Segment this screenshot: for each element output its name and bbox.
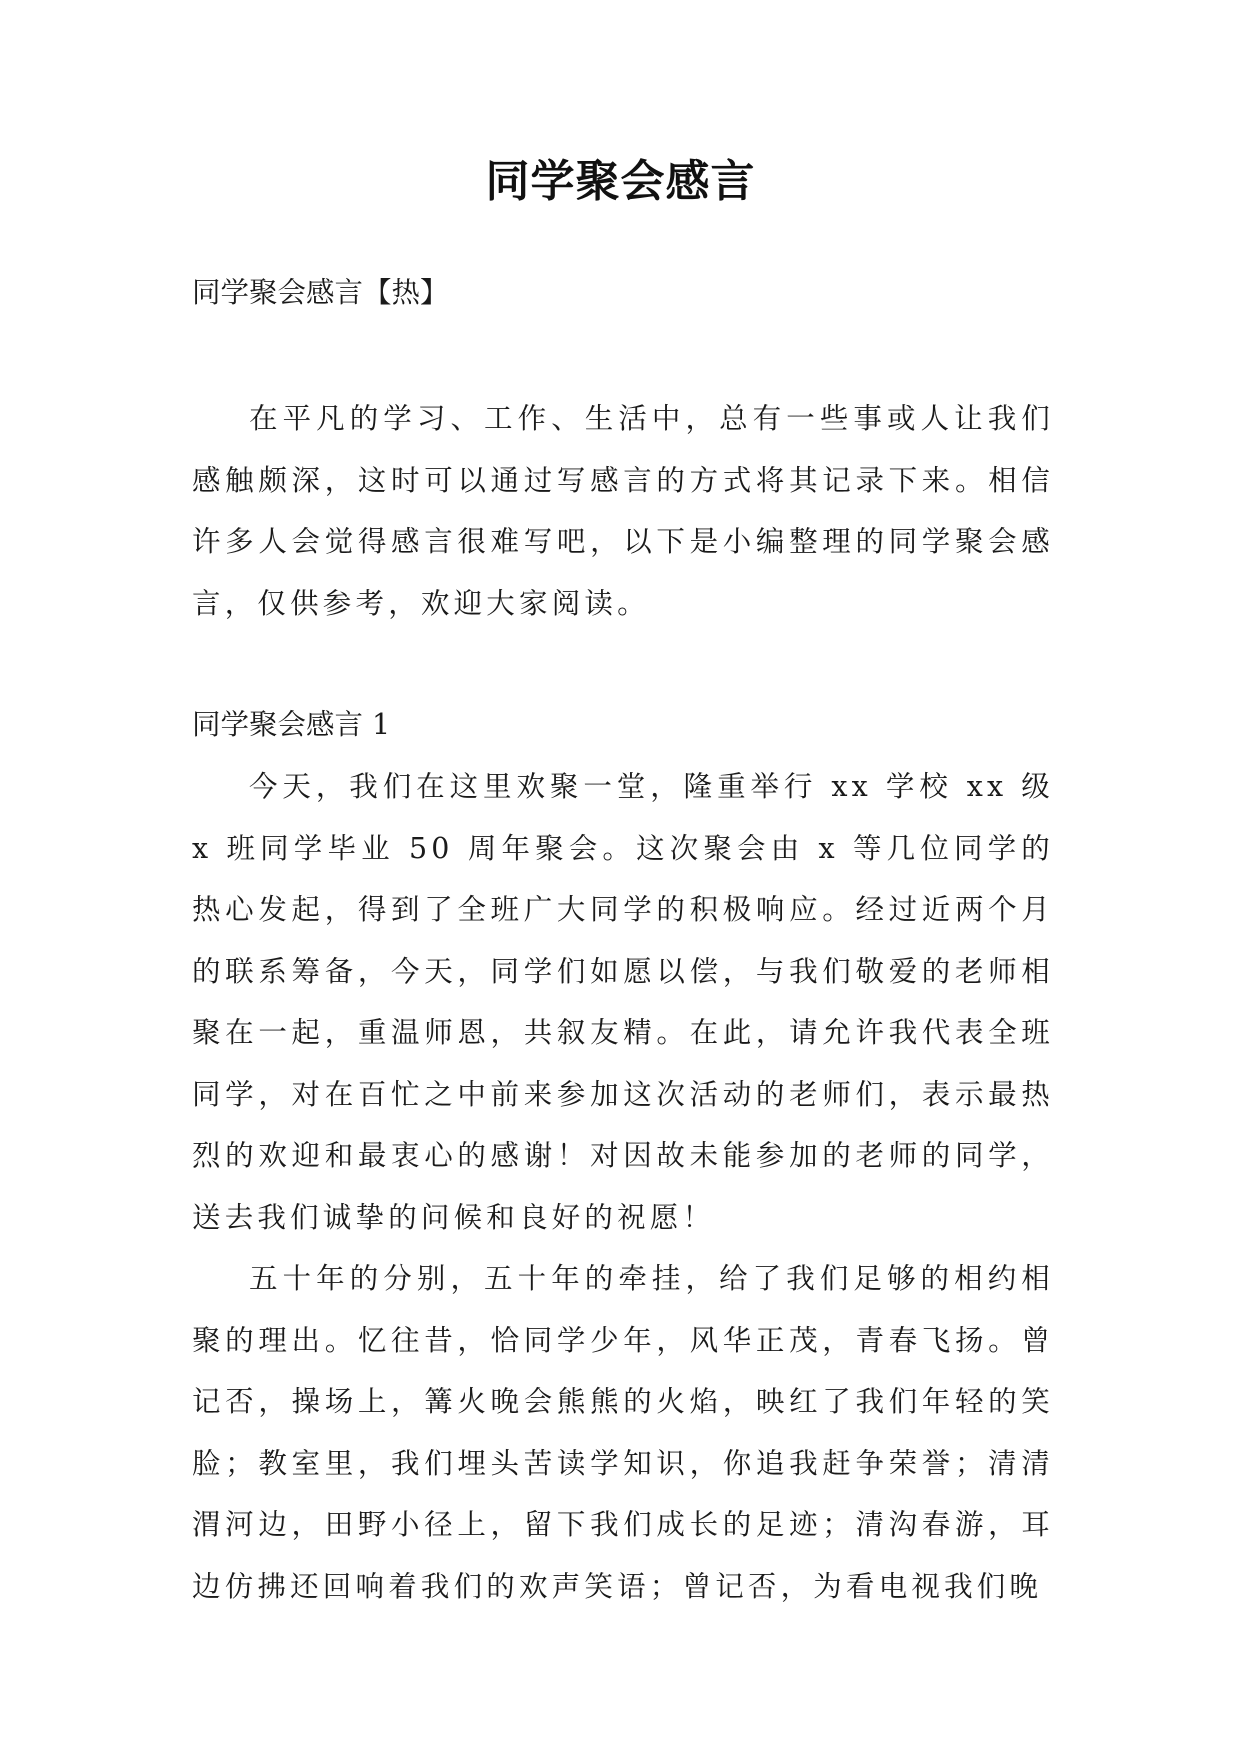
body-paragraph: 今天，我们在这里欢聚一堂，隆重举行 xx 学校 xx 级 x 班同学毕业 50 周年聚会。这次聚会由 x 等几位同学的热心发起，得到了全班广大同学的积极响应。经过近两个月的联系筹备，今天，同学们如愿以偿，与我们敬爱的老师相聚在一起，重温师恩，共叙友精。在此，请允许我代表全班同学，对在百忙之中前来参加这次活动的老师们，表示最热烈的欢迎和最衷心的感谢！对因故未能参加的老师的同学，送去我们诚挚的问候和良好的祝愿！ [192,770,1054,1234]
body-paragraph: 五十年的分别，五十年的牵挂，给了我们足够的相约相聚的理出。忆往昔，恰同学少年，风华正茂，青春飞扬。曾记否，操场上，篝火晚会熊熊的火焰，映红了我们年轻的笑脸；教室里，我们埋头苦读学知识，你追我赶争荣誉；清清渭河边，田野小径上，留下我们成长的足迹；清沟春游，耳边仿拂还回响着我们的欢声笑语；曾记否，为看电视我们晚 [192,1262,1054,1603]
document-subtitle: 同学聚会感言【热】 [192,276,449,309]
document-body [192,262,1054,1617]
intro-paragraph: 在平凡的学习、工作、生活中，总有一些事或人让我们感触颇深，这时可以通过写感言的方式将其记录下来。相信许多人会觉得感言很难写吧，以下是小编整理的同学聚会感言，仅供参考，欢迎大家阅读。 [192,402,1054,620]
spacer [192,634,1054,694]
document-title: 同学聚会感言 [485,156,756,207]
spacer [192,324,1054,388]
section-heading: 同学聚会感言 1 [192,708,391,741]
